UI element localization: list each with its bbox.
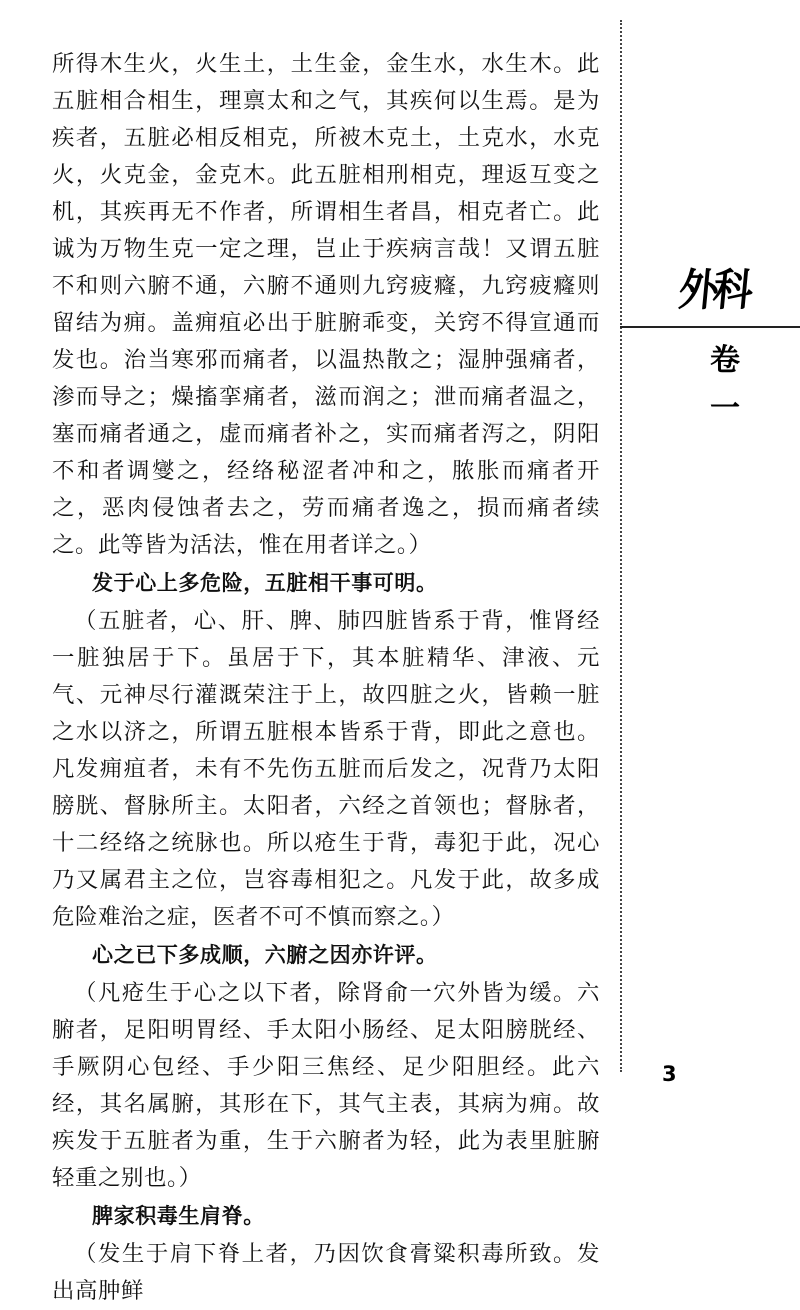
main-text-block (52, 46, 600, 1310)
note-paragraph-1: （五脏者，心、肝、脾、肺四脏皆系于背，惟肾经一脏独居于下。虽居于下，其本脏精华、津液、元气、元神尽行灌溉荣注于上，故四脏之火，皆赖一脏之水以济之，所谓五脏根本皆系于背，即此之意也。凡发痈疽者，未有不先伤五脏而后发之，况背乃太阳膀胱、督脉所主。太阳者，六经之首领也；督脉者，十二经络之统脉也。所以疮生于背，毒犯于此，况心乃又属君主之位，岂容毒相犯之。凡发于此，故多成危险难治之症，医者不可不慎而察之。） (52, 608, 600, 930)
seal-script-logo: 外科 (676, 265, 750, 316)
verse-heading-1: 发于心上多危险，五脏相干事可明。 (92, 571, 438, 595)
body-paragraph-1: 所得木生火，火生土，土生金，金生水，水生木。此五脏相合相生，理禀太和之气，其疾何以生焉。是为疾者，五脏必相反相克，所被木克土，土克水，水克火，火克金，金克木。此五脏相刑相克，理返互变之机，其疾再无不作者，所谓相生者昌，相克者亡。此诚为万物生克一定之理，岂止于疾病言哉！又谓五脏不和则六腑不通，六腑不通则九窍疲癃，九窍疲癃则留结为痈。盖痈疽必出于脏腑乖变，关窍不得宣通而发也。治当寒邪而痛者，以温热散之；湿肿强痛者，渗而导之；燥搐挛痛者，滋而润之；泄而痛者温之，塞而痛者通之，虚而痛者补之，实而痛者泻之，阴阳不和者调燮之，经络秘涩者冲和之，脓胀而痛者开之，恶肉侵蚀者去之，劳而痛者逸之，损而痛者续之。此等皆为活法，惟在用者详之。） (52, 51, 600, 558)
volume-label-char-1: 卷 (710, 343, 740, 378)
volume-label-char-2: 一 (710, 391, 740, 426)
margin-dotted-rule (620, 20, 622, 1072)
verse-heading-3: 脾家积毒生肩脊。 (92, 1204, 265, 1228)
page-number: 3 (662, 1062, 677, 1086)
note-paragraph-3: （发生于肩下脊上者，乃因饮食膏粱积毒所致。发出高肿鲜 (52, 1241, 600, 1304)
note-paragraph-2: （凡疮生于心之以下者，除肾俞一穴外皆为缓。六腑者，足阳明胃经、手太阳小肠经、足太阳膀胱经、手厥阴心包经、手少阳三焦经、足少阳胆经。此六经，其名属腑，其形在下，其气主表，其病为痈。故疾发于五脏者为重，生于六腑者为轻，此为表里脏腑轻重之别也。） (52, 980, 600, 1191)
margin-tab-rule (620, 326, 800, 328)
verse-heading-2: 心之已下多成顺，六腑之因亦许评。 (92, 943, 438, 967)
